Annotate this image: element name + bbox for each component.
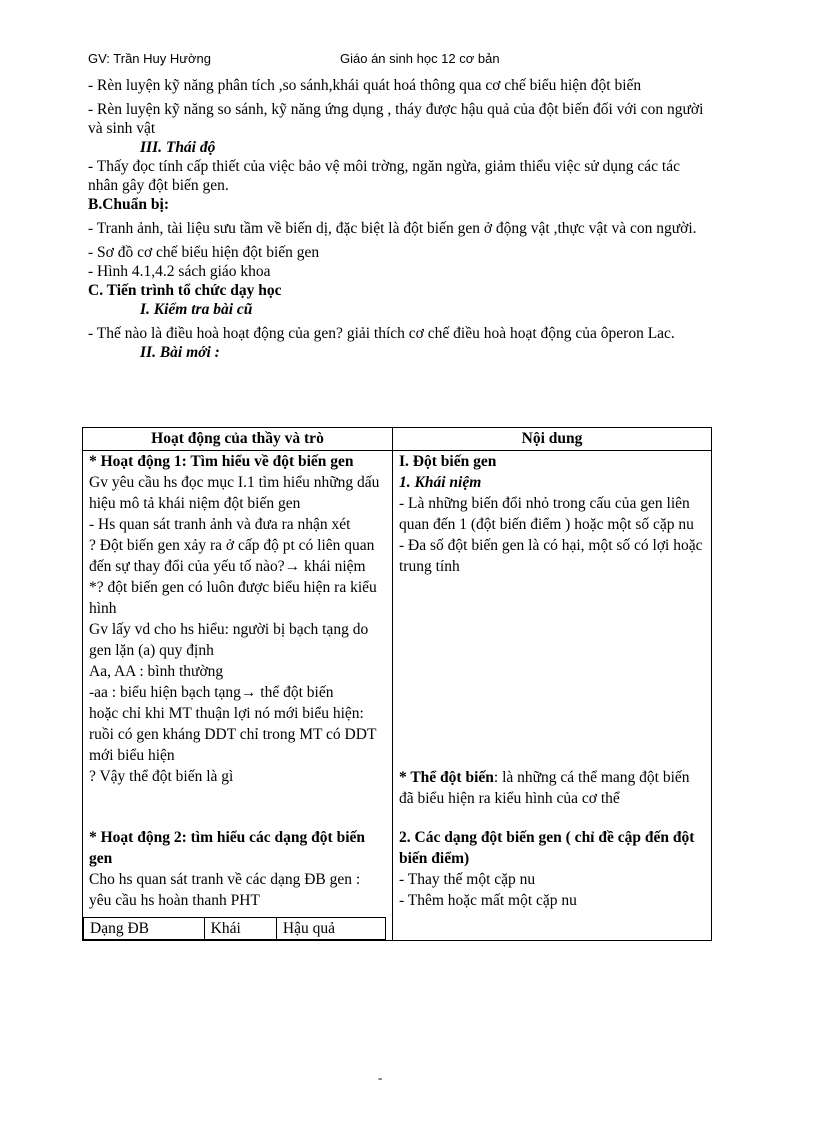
teacher-name: GV: Trần Huy Hường [88, 51, 211, 66]
column-header-activities: Hoạt động của thầy và trò [83, 428, 393, 451]
section-1-title: I. Đột biến gen [399, 453, 497, 470]
activities-cell [83, 451, 393, 941]
subsection-2-title: 2. Các dạng đột biến gen ( chỉ đề cập đến đột biến điểm) [399, 829, 695, 867]
content-line: - Thêm hoặc mất một cặp nu [399, 892, 577, 909]
preparation-item-1: - Tranh ảnh, tài liệu sưu tầm về biến dị, đặc biệt là đột biến gen ở động vật ,thực vật và con người. [88, 220, 697, 237]
activity-line: ? Vậy thể đột biến là gì [89, 768, 234, 785]
content-cell [393, 451, 712, 941]
subsection-1-title: 1. Khái niệm [399, 474, 482, 491]
check-question: - Thế nào là điều hoà hoạt động của gen? giải thích cơ chế điều hoà hoạt động của ôperon Lac. [88, 325, 675, 342]
lesson-intro [88, 76, 712, 362]
activity-line: *? đột biến gen có luôn được biểu hiện ra kiểu hình [89, 579, 377, 617]
worksheet-table [83, 917, 386, 940]
check-heading: I. Kiểm tra bài cũ [140, 301, 253, 318]
activity-line: Gv yêu cầu hs đọc mục I.1 tìm hiểu những dấu hiệu mô tả khái niệm đột biến gen [89, 474, 380, 512]
process-heading: C. Tiến trình tổ chức dạy học [88, 282, 282, 299]
activity-line: ? Đột biến gen xảy ra ở cấp độ pt có liên quan đến sự thay đổi của yếu tố nào?→ khái niệm [89, 537, 375, 575]
content-line: - Là những biến đổi nhỏ trong cấu của gen liên quan đến 1 (đột biến điểm ) hoặc một số cặp nu [399, 495, 694, 533]
mutant-definition [399, 767, 705, 809]
activity-line: -aa : biểu hiện bạch tạng→ thể đột biến [89, 684, 334, 701]
preparation-item-3: - Hình 4.1,4.2 sách giáo khoa [88, 263, 271, 280]
activity-2-title: * Hoạt động 2: tìm hiểu các dạng đột biến gen [89, 829, 366, 867]
preparation-heading: B.Chuẩn bị: [88, 196, 169, 213]
mutant-label: * Thể đột biến [399, 769, 494, 786]
attitude-heading: III. Thái độ [140, 139, 216, 156]
content-line: - Đa số đột biến gen là có hại, một số có lợi hoặc trung tính [399, 537, 703, 575]
activity-line: Aa, AA : bình thường [89, 663, 224, 680]
table-header-row [83, 428, 712, 451]
page-footer-mark: - [378, 1070, 383, 1085]
activity-line: Cho hs quan sát tranh về các dạng ĐB gen : yêu cầu hs hoàn thanh PHT [89, 871, 361, 909]
preparation-item-2: - Sơ đồ cơ chế biểu hiện đột biến gen [88, 244, 320, 261]
attitude-text: - Thấy đọc tính cấp thiết của việc bảo vệ môi trờng, ngăn ngừa, giảm thiểu việc sử dụng các tác nhân gây đột biến gen. [88, 158, 680, 194]
activity-line: hoặc chỉ khi MT thuận lợi nó mới biểu hiện: ruồi có gen kháng DDT chỉ trong MT có DDT mới biểu hiện [89, 705, 377, 764]
page-header [88, 51, 726, 69]
skill-item-1: - Rèn luyện kỹ năng phân tích ,so sánh,khái quát hoá thông qua cơ chế biểu hiện đột biến [88, 77, 642, 94]
content-line: - Thay thế một cặp nu [399, 871, 536, 888]
activity-1-title: * Hoạt động 1: Tìm hiểu về đột biến gen [89, 453, 354, 470]
subject-title: Giáo án sinh học 12 cơ bản [340, 51, 500, 66]
worksheet-header: Dạng ĐB [84, 918, 205, 940]
column-header-content: Nội dung [393, 428, 712, 451]
table-body-row [83, 451, 712, 941]
activity-line: - Hs quan sát tranh ảnh và đưa ra nhận xét [89, 516, 351, 533]
mutant-text: : là những cá thể mang đột biến đã biểu hiện ra kiểu hình của cơ thể [399, 769, 690, 807]
worksheet-header: Khái [204, 918, 276, 940]
worksheet-header: Hậu quả [276, 918, 385, 940]
skill-item-2: - Rèn luyện kỹ năng so sánh, kỹ năng ứng dụng , tháy được hậu quả của đột biến đối với con người và sinh vật [88, 101, 704, 137]
new-lesson-heading: II. Bài mới : [140, 344, 220, 361]
lesson-table [82, 427, 712, 941]
activity-line: Gv lấy vd cho hs hiểu: người bị bạch tạng do gen lặn (a) quy định [89, 621, 369, 659]
